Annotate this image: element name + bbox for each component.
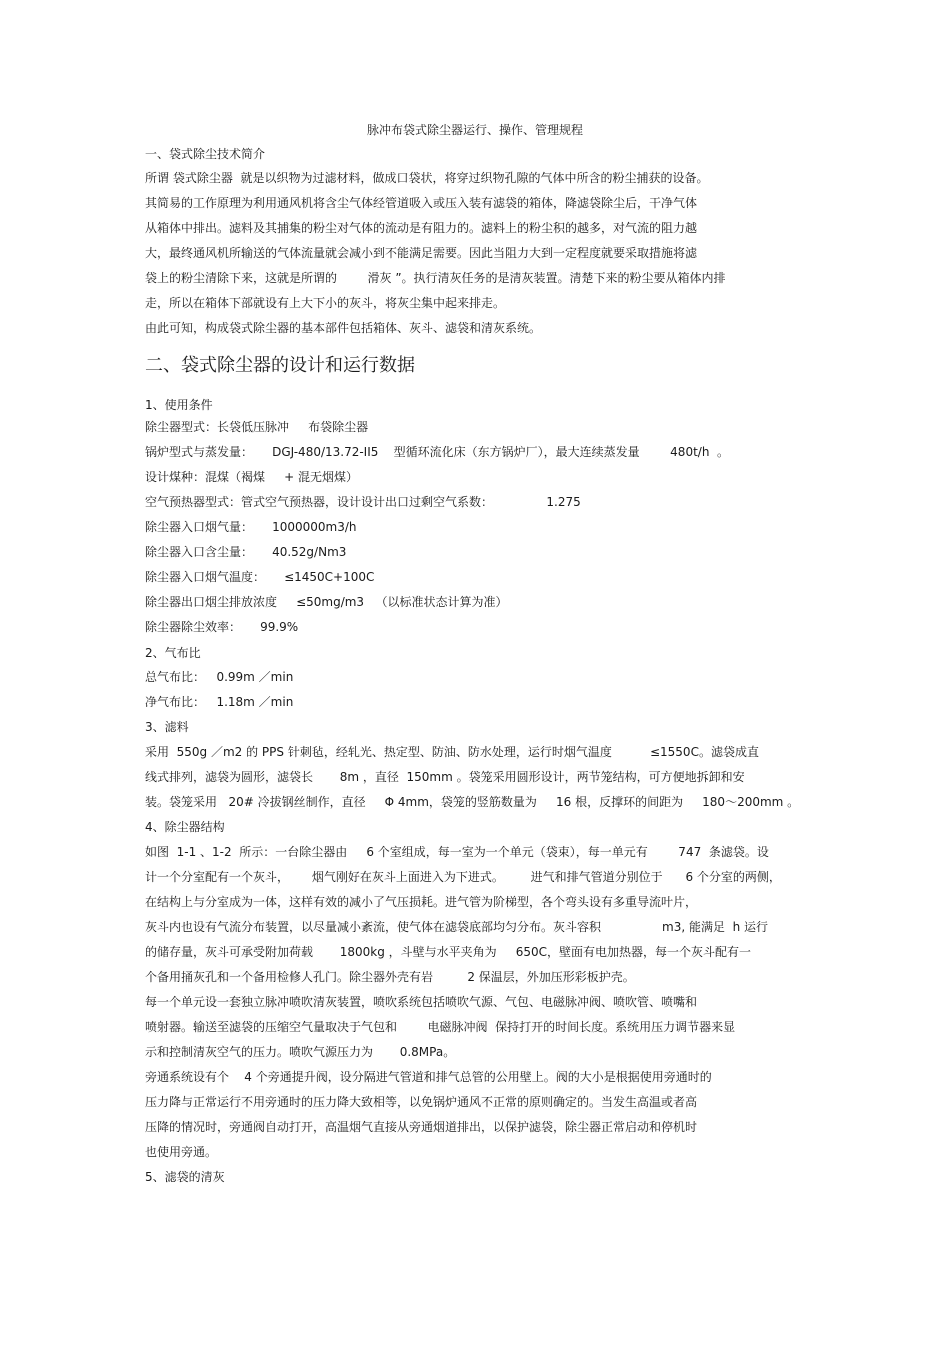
page-title: 脉冲布袋式除尘器运行、操作、管理规程	[366, 123, 583, 137]
data-line: 设计煤种：混煤（褐煤 + 混无烟煤）	[145, 470, 358, 484]
subsection-heading: 2、气布比	[145, 646, 201, 660]
section-heading: 一、袋式除尘技术简介	[145, 147, 266, 161]
paragraph-line: 如图 1-1 、1-2 所示：一台除尘器由 6 个室组成，每一室为一个单元（袋束），每一单元有 747 条滤袋。设	[145, 845, 769, 859]
paragraph-line: 袋上的粉尘清除下来，这就是所谓的 滑灰 ”。执行清灰任务的是清灰装置。清楚下来的粉尘要从箱体内排	[145, 271, 726, 285]
paragraph-line: 个备用捅灰孔和一个备用检修人孔门。除尘器外壳有岩 2 保温层，外加压形彩板护壳。	[145, 970, 635, 984]
paragraph-line: 示和控制清灰空气的压力。喷吹气源压力为 0.8MPa。	[145, 1045, 456, 1059]
paragraph-line: 灰斗内也设有气流分布装置，以尽量减小紊流，使气体在滤袋底部均匀分布。灰斗容积 m3, 能满足 h 运行	[145, 920, 769, 934]
data-line: 总气布比： 0.99m ／min	[145, 670, 294, 684]
paragraph-line: 压力降与正常运行不用旁通时的压力降大致相等，以免锅炉通风不正常的原则确定的。当发生高温或者高	[145, 1095, 698, 1109]
paragraph-line: 所谓 袋式除尘器 就是以织物为过滤材料，做成口袋状，将穿过织物孔隙的气体中所含的粉尘捕获的设备。	[145, 171, 709, 185]
section-heading-large: 二、袋式除尘器的设计和运行数据	[145, 355, 415, 376]
data-line: 除尘器入口含尘量： 40.52g/Nm3	[145, 545, 347, 559]
paragraph-line: 喷射器。输送至滤袋的压缩空气量取决于气包和 电磁脉冲阀 保持打开的时间长度。系统用压力调节器来显	[145, 1020, 736, 1034]
paragraph-line: 也使用旁通。	[145, 1145, 218, 1159]
paragraph-line: 其简易的工作原理为利用通风机将含尘气体经管道吸入或压入装有滤袋的箱体，降滤袋除尘后，干净气体	[145, 196, 698, 210]
paragraph-line: 大，最终通风机所输送的气体流量就会减小到不能满足需要。因此当阻力大到一定程度就要采取措施将滤	[145, 246, 698, 260]
subsection-heading: 5、滤袋的清灰	[145, 1170, 225, 1184]
data-line: 净气布比： 1.18m ／min	[145, 695, 294, 709]
paragraph-line: 压降的情况时，旁通阀自动打开，高温烟气直接从旁通烟道排出，以保护滤袋，除尘器正常启动和停机时	[145, 1120, 698, 1134]
subsection-heading: 3、滤料	[145, 720, 189, 734]
paragraph-line: 每一个单元设一套独立脉冲喷吹清灰装置，喷吹系统包括喷吹气源、气包、电磁脉冲阀、喷吹管、喷嘴和	[145, 995, 698, 1009]
paragraph-line: 旁通系统设有个 4 个旁通提升阀，设分隔进气管道和排气总管的公用壁上。阀的大小是根据使用旁通时的	[145, 1070, 712, 1084]
subsection-heading: 4、除尘器结构	[145, 820, 225, 834]
subsection-heading: 1、使用条件	[145, 398, 213, 412]
data-line: 除尘器入口烟气量： 1000000m3/h	[145, 520, 357, 534]
paragraph-line: 采用 550g ／m2 的 PPS 针刺毡，经轧光、热定型、防油、防水处理，运行时烟气温度 ≤1550C。滤袋成直	[145, 745, 759, 759]
paragraph-line: 线式排列，滤袋为圆形，滤袋长 8m ，直径 150mm 。袋笼采用圆形设计，两节笼结构，可方便地拆卸和安	[145, 770, 745, 784]
data-line: 除尘器型式：长袋低压脉冲 布袋除尘器	[145, 420, 369, 434]
data-line: 除尘器出口烟尘排放浓度 ≤50mg/m3 （以标准状态计算为准）	[145, 595, 508, 609]
data-line: 除尘器入口烟气温度： ≤1450C+100C	[145, 570, 375, 584]
data-line: 除尘器除尘效率： 99.9%	[145, 620, 299, 634]
paragraph-line: 的储存量，灰斗可承受附加荷载 1800kg ，斗壁与水平夹角为 650C，壁面有电加热器，每一个灰斗配有一	[145, 945, 751, 959]
paragraph-line: 由此可知，构成袋式除尘器的基本部件包括箱体、灰斗、滤袋和清灰系统。	[145, 321, 542, 335]
paragraph-line: 走，所以在箱体下部就设有上大下小的灰斗，将灰尘集中起来排走。	[145, 296, 506, 310]
paragraph-line: 计一个分室配有一个灰斗， 烟气刚好在灰斗上面进入为下进式。 进气和排气管道分别位于 6 个分室的两侧，	[145, 870, 781, 884]
paragraph-line: 装。袋笼采用 20# 冷拔钢丝制作，直径 Φ 4mm，袋笼的竖筋数量为 16 根，反撑环的间距为 180～200mm 。	[145, 795, 800, 809]
data-line: 空气预热器型式：管式空气预热器，设计设计出口过剩空气系数： 1.275	[145, 495, 581, 509]
paragraph-line: 在结构上与分室成为一体，这样有效的减小了气压损耗。进气管为阶梯型，各个弯头设有多重导流叶片，	[145, 895, 698, 909]
data-line: 锅炉型式与蒸发量： DGJ-480/13.72-II5 型循环流化床（东方锅炉厂），最大连续蒸发量 480t/h 。	[145, 445, 730, 459]
paragraph-line: 从箱体中排出。滤料及其捕集的粉尘对气体的流动是有阻力的。滤料上的粉尘积的越多，对气流的阻力越	[145, 221, 698, 235]
